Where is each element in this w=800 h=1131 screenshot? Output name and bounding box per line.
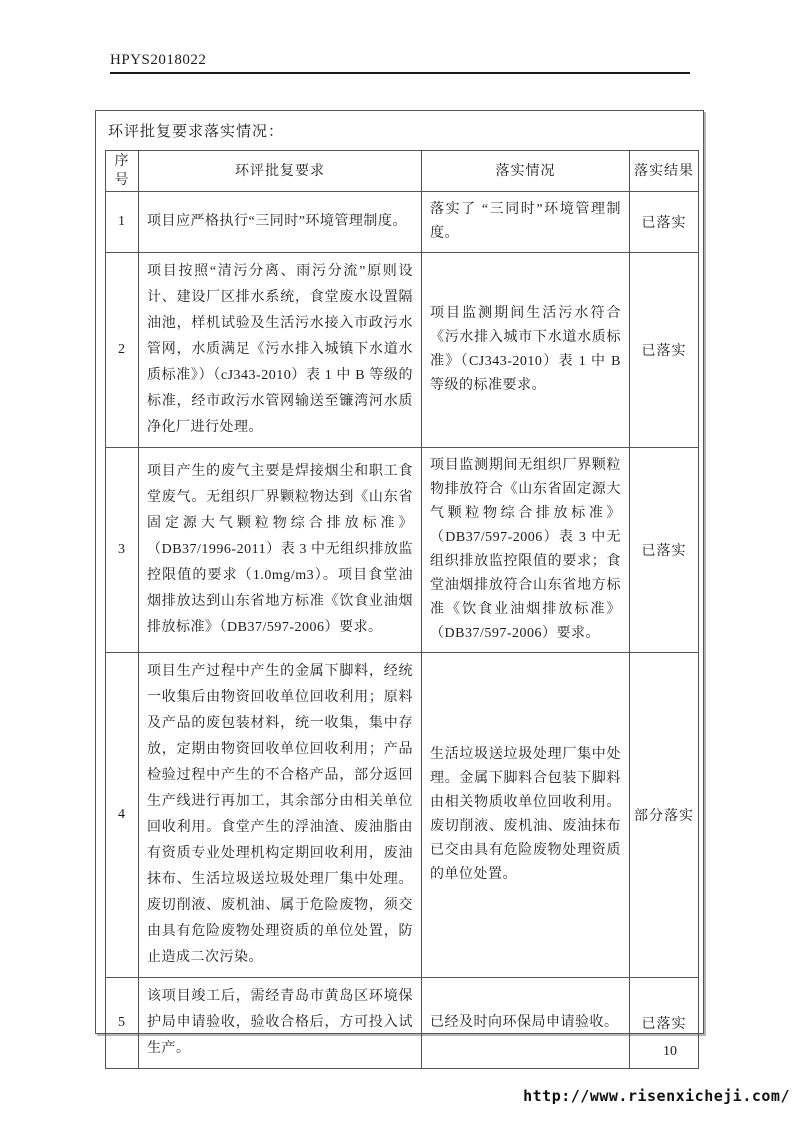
requirement-cell: 项目生产过程中产生的金属下脚料，经统一收集后由物资回收单位回收利用；原料及产品的废包装材料，统一收集，集中存放，定期由物资回收单位回收利用；产品检验过程中产生的不合格产品，部分返回生产线进行再加工，其余部分由相关单位回收利用。食堂产生的浮油渣、废油脂由有资质专业处理机构定期回收利用，废油抹布、生活垃圾送垃圾处理厂集中处理。废切削液、废机油、属于危险废物，须交由具有危险废物处理资质的单位处置，防止造成二次污染。: [139, 653, 422, 978]
header-requirement: 环评批复要求: [139, 151, 422, 192]
status-cell: 项目监测期间生活污水符合《污水排入城市下水道水质标准》（CJ343-2010）表 1 中 B 等级的标准要求。: [422, 253, 630, 448]
result-cell: 已落实: [630, 978, 699, 1069]
header-status: 落实情况: [422, 151, 630, 192]
requirement-cell: 该项目竣工后，需经青岛市黄岛区环境保护局申请验收，验收合格后，方可投入试生产。: [139, 978, 422, 1069]
watermark-url: http://www.risenxicheji.com/: [523, 1087, 790, 1105]
row-number-cell: 3: [106, 448, 139, 653]
row-number-cell: 2: [106, 253, 139, 448]
table-header-row: [106, 151, 699, 192]
header-result: 落实结果: [630, 151, 699, 192]
table-row: [106, 448, 699, 653]
table-row: [106, 653, 699, 978]
row-number-cell: 1: [106, 192, 139, 253]
row-number-cell: 5: [106, 978, 139, 1069]
table-row: [106, 253, 699, 448]
result-cell: 部分落实: [630, 653, 699, 978]
result-cell: 已落实: [630, 448, 699, 653]
row-number-cell: 4: [106, 653, 139, 978]
table-title: 环评批复要求落实情况：: [108, 124, 285, 140]
doc-code: HPYS2018022: [110, 52, 690, 74]
content-box: [95, 110, 704, 1056]
page-number: 10: [663, 1044, 677, 1059]
status-cell: 生活垃圾送垃圾处理厂集中处理。金属下脚料合包装下脚料由相关物质收单位回收利用。废切削液、废机油、废油抹布已交由具有危险废物处理资质的单位处置。: [422, 653, 630, 978]
status-cell: 已经及时向环保局申请验收。: [422, 978, 630, 1069]
header-no: 序号: [106, 151, 139, 192]
result-cell: 已落实: [630, 253, 699, 448]
requirement-cell: 项目按照“清污分离、雨污分流”原则设计、建设厂区排水系统，食堂废水设置隔油池，样机试验及生活污水接入市政污水管网，水质满足《污水排入城镇下水道水质标准》）（cJ343-2010）表 1 中 B 等级的标准，经市政污水管网输送至镰湾河水质净化厂进行处理。: [139, 253, 422, 448]
requirement-cell: 项目应严格执行“三同时”环境管理制度。: [139, 192, 422, 253]
status-cell: 项目监测期间无组织厂界颗粒物排放符合《山东省固定源大气颗粒物综合排放标准》（DB37/597-2006）表 3 中无组织排放监控限值的要求；食堂油烟排放符合山东省地方标准《饮食业油烟排放标准》（DB37/597-2006）要求。: [422, 448, 630, 653]
table-row: [106, 192, 699, 253]
table-row: [106, 978, 699, 1069]
status-cell: 落实了 “三同时”环境管理制度。: [422, 192, 630, 253]
eia-approval-table: [105, 150, 699, 1069]
requirement-cell: 项目产生的废气主要是焊接烟尘和职工食堂废气。无组织厂界颗粒物达到《山东省固定源大气颗粒物综合排放标准》（DB37/1996-2011）表 3 中无组织排放监控限值的要求（1.0mg/m3）。项目食堂油烟排放达到山东省地方标准《饮食业油烟排放标准》（DB37/597-2006）要求。: [139, 448, 422, 653]
result-cell: 已落实: [630, 192, 699, 253]
